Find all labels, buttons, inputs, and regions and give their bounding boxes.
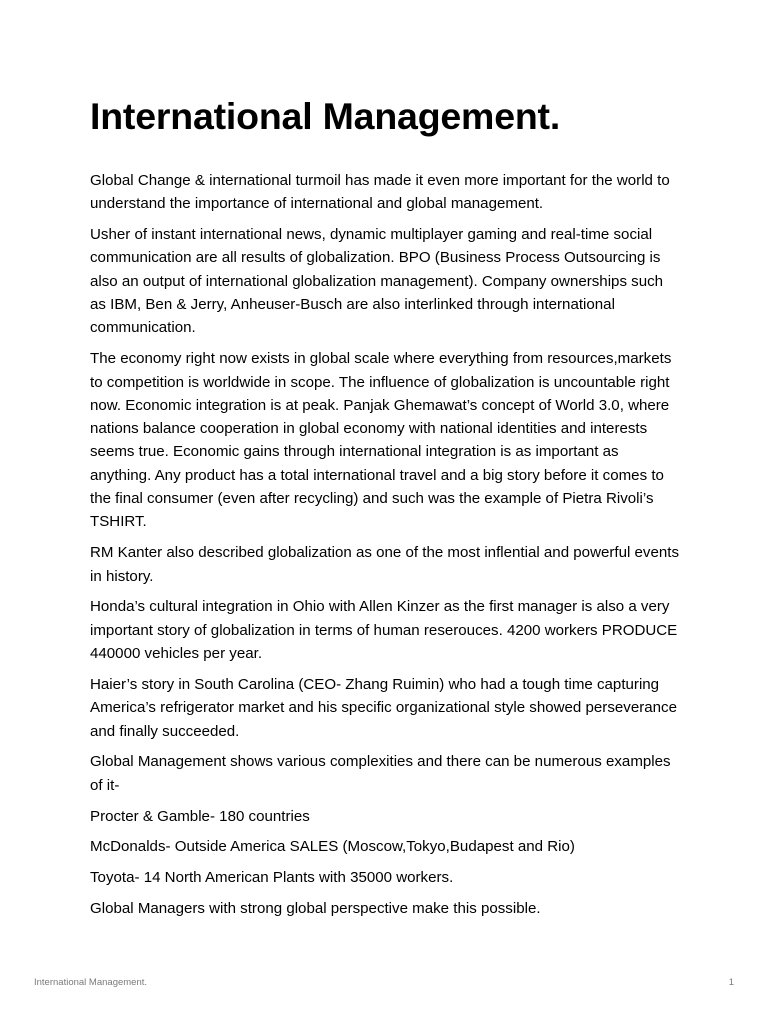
paragraph-economy-global-scale: The economy right now exists in global scale where everything from resources,markets to competition is worldwide in scope. The influence of globalization is uncountable right now. Economic integration is at peak. Panjak Ghemawat’s concept of World 3.0, where nations balance cooperation in global economy with national identities and interests seems true. Economic gains through international integration is as important as anything. Any product has a total international travel and a big story before it comes to the final consumer (even after recycling) and such was the example of Pietra Rivoli’s TSHIRT. [90,350,672,531]
paragraph-global-managers: Global Managers with strong global perspective make this possible. [90,900,541,918]
footer-document-title: International Management. [34,977,148,988]
document-title: International Management. [90,95,561,137]
paragraph-mcdonalds: McDonalds- Outside America SALES (Moscow,Tokyo,Budapest and Rio) [90,838,575,856]
document-body [90,94,682,928]
paragraph-usher-news: Usher of instant international news, dynamic multiplayer gaming and real-time social communication are all results of globalization. BPO (Business Process Outsourcing is also an output of international globalization management). Company ownerships such as IBM, Ben & Jerry, Anheuser-Busch are also interlinked through international communication. [90,226,664,337]
paragraph-haier: Haier’s story in South Carolina (CEO- Zhang Ruimin) who had a tough time capturing America’s refrigerator market and his specific organizational style showed perseverance and finally succeeded. [90,675,677,740]
paragraph-complexities: Global Management shows various complexities and there can be numerous examples of it- [90,753,671,794]
footer-page-number: 1 [728,977,734,988]
paragraph-procter-gamble: Procter & Gamble- 180 countries [90,807,310,825]
paragraph-global-change: Global Change & international turmoil has made it even more important for the world to understand the importance of international and global management. [90,172,670,213]
paragraph-toyota: Toyota- 14 North American Plants with 35000 workers. [90,869,454,887]
paragraph-rm-kanter: RM Kanter also described globalization as one of the most inflential and powerful events in history. [90,544,679,585]
paragraph-honda: Honda’s cultural integration in Ohio with Allen Kinzer as the first manager is also a very important story of globalization in terms of human reserouces. 4200 workers PRODUCE 440000 vehicles per year. [90,598,678,663]
